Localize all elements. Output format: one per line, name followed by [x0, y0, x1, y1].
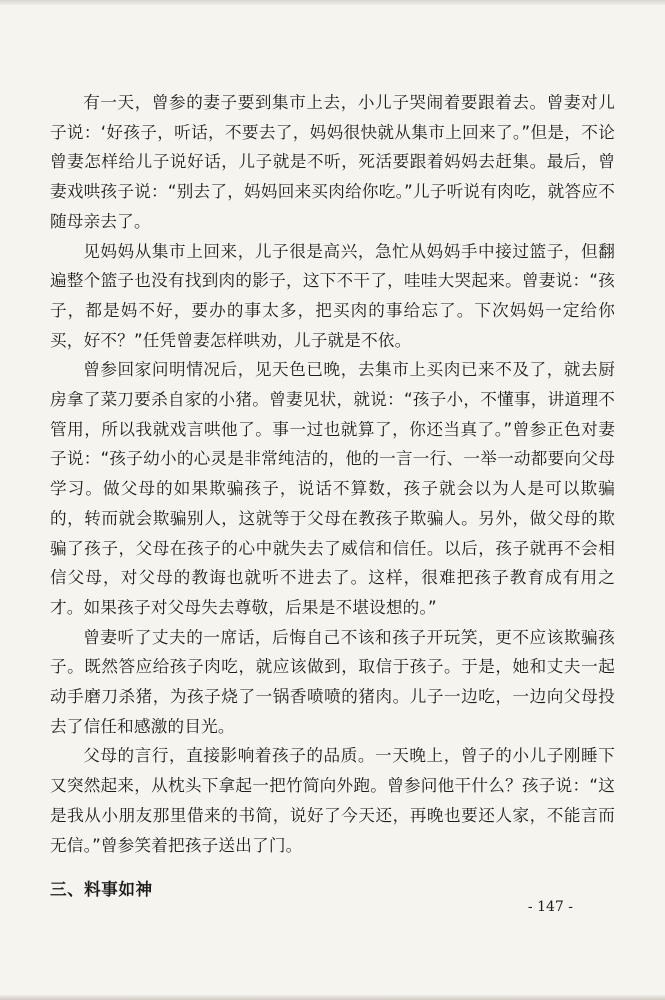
- paragraph-4: 曾妻听了丈夫的一席话，后悔自己不该和孩子开玩笑，更不应该欺骗孩子。既然答应给孩子肉吃，就应该做到，取信于孩子。于是，她和丈夫一起动手磨刀杀猪，为孩子烧了一锅香喷喷的猪肉。儿子一边吃，一边向父母投去了信任和感激的目光。: [50, 627, 615, 736]
- scan-bottom-edge: [0, 994, 665, 1000]
- scan-top-edge: [0, 0, 665, 6]
- section-heading: 三、料事如神: [50, 880, 153, 899]
- paragraph-1: 有一天，曾参的妻子要到集市上去，小儿子哭闹着要跟着去。曾妻对儿子说：‘好孩子，听话，不要去了，妈妈很快就从集市上回来了。”但是，不论曾妻怎样给儿子说好话，儿子就是不听，死活要跟着妈妈去赶集。最后，曾妻戏哄孩子说：“别去了，妈妈回来买肉给你吃。”儿子听说有肉吃，就答应不随母亲去了。: [50, 93, 615, 231]
- paragraph-5: 父母的言行，直接影响着孩子的品质。一天晚上，曾子的小儿子刚睡下又突然起来，从枕头下拿起一把竹简向外跑。曾参问他干什么？孩子说：“这是我从小朋友那里借来的书简，说好了今天还，再晚也要还人家，不能言而无信。”曾参笑着把孩子送出了门。: [50, 746, 615, 855]
- paragraph-2: 见妈妈从集市上回来，儿子很是高兴，急忙从妈妈手中接过篮子，但翻遍整个篮子也没有找到肉的影子，这下不干了，哇哇大哭起来。曾妻说：“孩子，都是妈不好，要办的事太多，把买肉的事给忘了。下次妈妈一定给你买，好不？”任凭曾妻怎样哄劝，儿子就是不依。: [50, 241, 615, 350]
- page-number: - 147 -: [527, 899, 573, 915]
- body-text: [50, 88, 615, 860]
- paragraph-3: 曾参回家问明情况后，见天色已晚，去集市上买肉已来不及了，就去厨房拿了菜刀要杀自家的小猪。曾妻见状，就说：“孩子小，不懂事，讲道理不管用，所以我就戏言哄他了。事一过也就算了，你还当真了。”曾参正色对妻子说：“孩子幼小的心灵是非常纯洁的，他的一言一行、一举一动都要向父母学习。做父母的如果欺骗孩子，说话不算数，孩子就会以为人是可以欺骗的，转而就会欺骗别人，这就等于父母在教孩子欺骗人。另外，做父母的欺骗了孩子，父母在孩子的心中就失去了威信和信任。以后，孩子就再不会相信父母，对父母的教诲也就听不进去了。这样，很难把孩子教育成有用之才。如果孩子对父母失去尊敬，后果是不堪设想的。”: [50, 360, 615, 617]
